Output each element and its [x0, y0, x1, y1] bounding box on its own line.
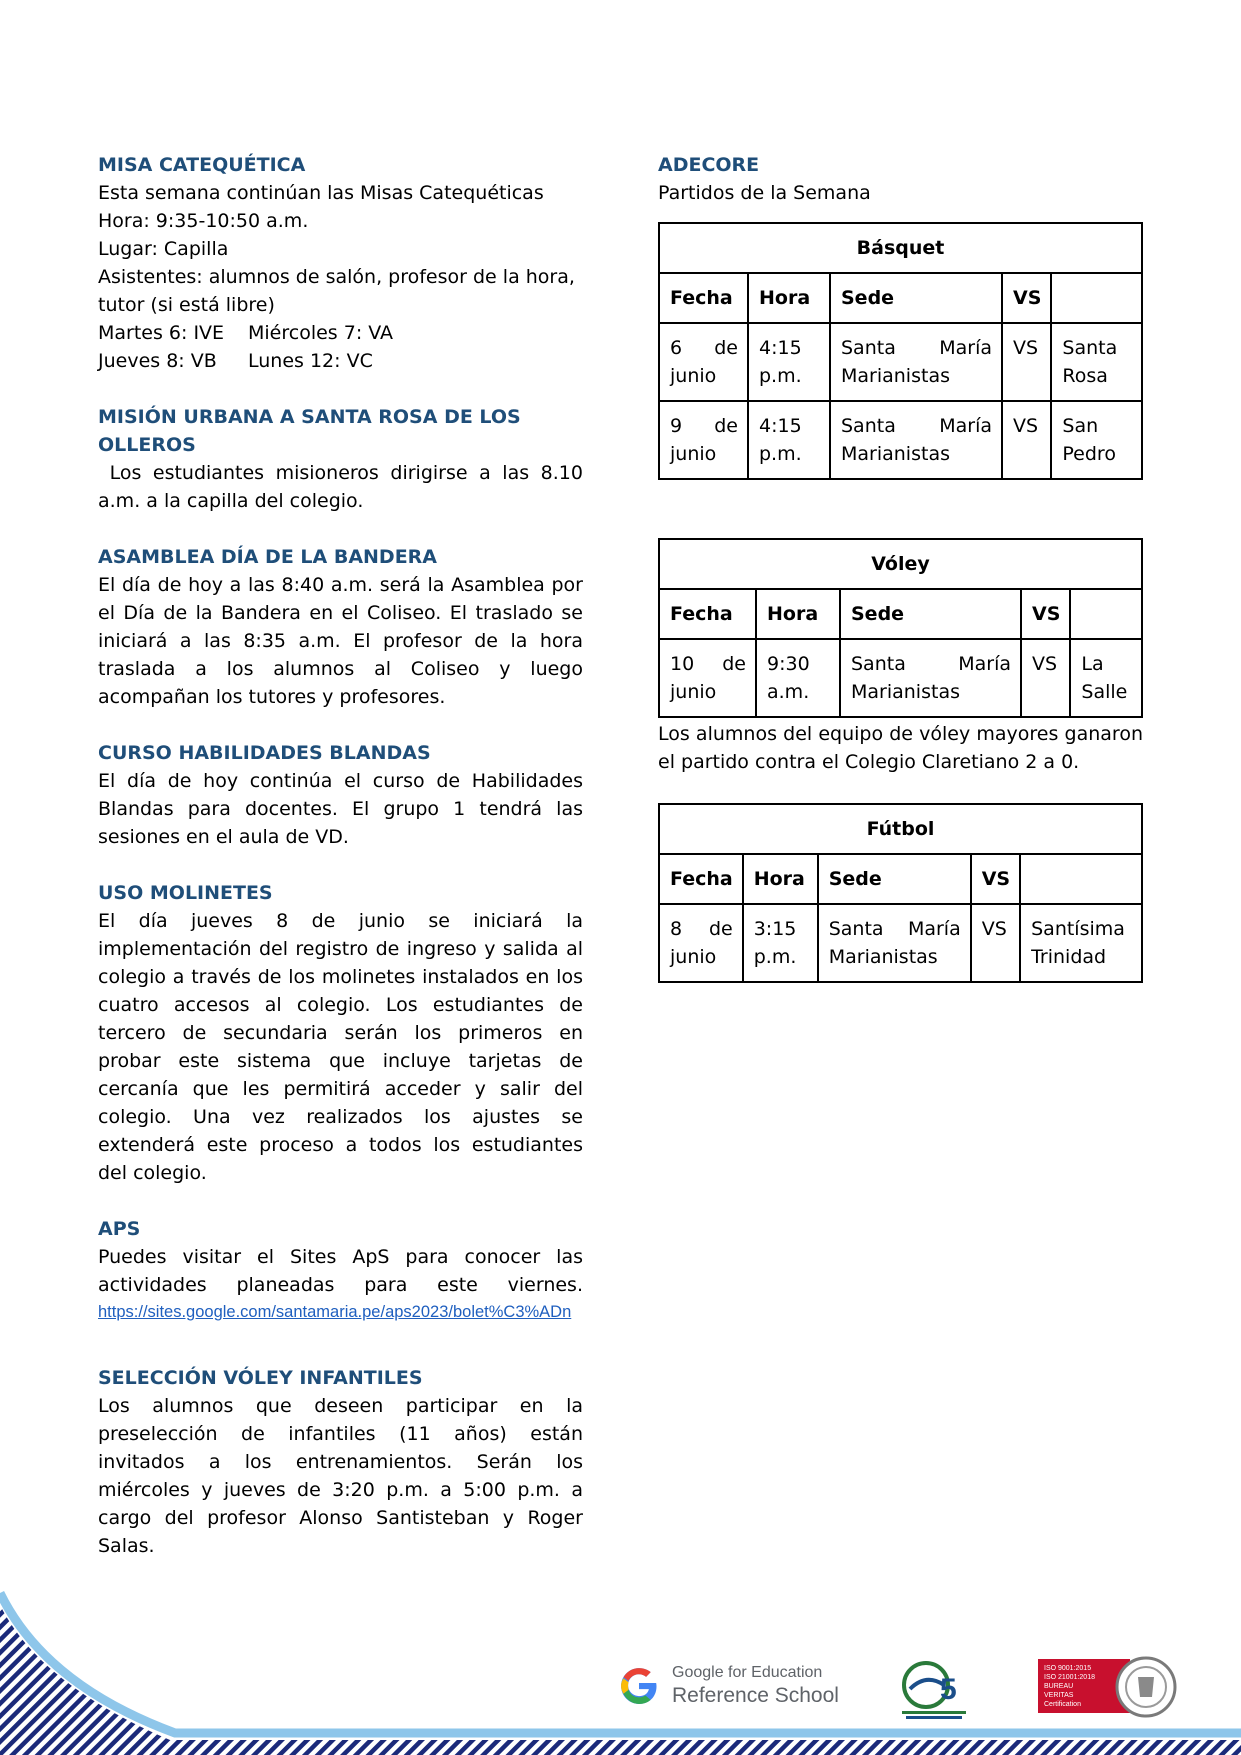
misa-heading: MISA CATEQUÉTICA	[98, 154, 306, 176]
cell-rival: San Pedro	[1051, 401, 1142, 479]
header-fecha: Fecha	[659, 854, 743, 904]
cell-rival: Santa Rosa	[1051, 323, 1142, 401]
cell-sede: Santa María Marianistas	[830, 401, 1002, 479]
misa-schedule-row-2	[98, 347, 583, 375]
section-mision	[98, 403, 590, 515]
section-misa	[98, 151, 583, 375]
header-hora: Hora	[743, 854, 818, 904]
cell-hora: 4:15 p.m.	[748, 323, 830, 401]
cell-vs: VS	[971, 904, 1020, 982]
voley-table	[658, 538, 1143, 718]
section-molinetes	[98, 879, 583, 1187]
misa-line4: Asistentes: alumnos de salón, profesor de la hora, tutor (si está libre)	[98, 266, 575, 316]
aps-text: Puedes visitar el Sites ApS para conocer las actividades planeadas para este viernes.	[98, 1246, 583, 1296]
adecore-heading: ADECORE	[658, 154, 760, 176]
misa-schedule-miercoles: Miércoles 7: VA	[248, 322, 394, 344]
seleccion-voley-heading: SELECCIÓN VÓLEY INFANTILES	[98, 1367, 423, 1389]
mision-text: Los estudiantes misioneros dirigirse a las 8.10 a.m. a la capilla del colegio.	[98, 462, 590, 512]
misa-schedule-martes: Martes 6: IVE	[98, 322, 225, 344]
cell-vs: VS	[1002, 323, 1051, 401]
header-fecha: Fecha	[659, 589, 756, 639]
left-column	[98, 151, 590, 1588]
header-hora: Hora	[756, 589, 840, 639]
curso-heading: CURSO HABILIDADES BLANDAS	[98, 742, 431, 764]
header-sede: Sede	[830, 273, 1002, 323]
bureau-veritas-text: ISO 9001:2015 ISO 21001:2018 BUREAU VERITAS Certification	[1044, 1665, 1095, 1708]
cell-vs: VS	[1002, 401, 1051, 479]
asamblea-text: El día de hoy a las 8:40 a.m. será la Asamblea por el Día de la Bandera en el Coliseo. El traslado se iniciará a las 8:35 a.m. El profesor de la hora traslada a los alumnos al Coliseo y luego acompañan los tutores y profesores.	[98, 574, 583, 708]
basquet-title: Básquet	[659, 223, 1142, 273]
misa-line1: Esta semana continúan las Misas Catequéticas	[98, 182, 544, 204]
misa-schedule-row-1	[98, 319, 583, 347]
pacto-educativo-logo-icon	[896, 1655, 972, 1721]
header-sede: Sede	[818, 854, 971, 904]
google-reference-school-logo	[672, 1663, 839, 1709]
table-row	[659, 323, 1142, 401]
cell-sede: Santa María Marianistas	[840, 639, 1021, 717]
basquet-table	[658, 222, 1143, 480]
asamblea-heading: ASAMBLEA DÍA DE LA BANDERA	[98, 546, 438, 568]
google-logo-line1: Google for Education	[672, 1664, 823, 1681]
cell-sede: Santa María Marianistas	[830, 323, 1002, 401]
header-fecha: Fecha	[659, 273, 748, 323]
cell-fecha: 10 de junio	[659, 639, 756, 717]
voley-note: Los alumnos del equipo de vóley mayores ganaron el partido contra el Colegio Claretiano 2 a 0.	[658, 723, 1143, 773]
misa-line2: Hora: 9:35-10:50 a.m.	[98, 210, 309, 232]
futbol-header-row	[659, 854, 1142, 904]
mision-heading: MISIÓN URBANA A SANTA ROSA DE LOS OLLEROS	[98, 406, 521, 456]
misa-schedule-jueves: Jueves 8: VB	[98, 350, 217, 372]
section-seleccion-voley	[98, 1364, 583, 1560]
cell-hora: 9:30 a.m.	[756, 639, 840, 717]
futbol-title: Fútbol	[659, 804, 1142, 854]
header-sede: Sede	[840, 589, 1021, 639]
cell-vs: VS	[1021, 639, 1070, 717]
cell-fecha: 6 de junio	[659, 323, 748, 401]
adecore-subheading: Partidos de la Semana	[658, 182, 871, 204]
cell-rival: Santísima Trinidad	[1020, 904, 1142, 982]
footer-swoosh-decoration	[0, 1535, 1241, 1755]
basquet-header-row	[659, 273, 1142, 323]
header-rival	[1020, 854, 1142, 904]
voley-title: Vóley	[659, 539, 1142, 589]
bureau-veritas-seal-icon	[1114, 1655, 1178, 1719]
table-row	[659, 401, 1142, 479]
header-vs: VS	[1021, 589, 1070, 639]
header-vs: VS	[971, 854, 1020, 904]
google-g-icon	[618, 1665, 660, 1707]
section-curso	[98, 739, 583, 851]
cell-fecha: 9 de junio	[659, 401, 748, 479]
molinetes-heading: USO MOLINETES	[98, 882, 273, 904]
header-rival	[1051, 273, 1142, 323]
google-logo-line2: Reference School	[672, 1684, 839, 1707]
seleccion-voley-text: Los alumnos que deseen participar en la preselección de infantiles (11 años) están invitados a los entrenamientos. Serán los miércoles y jueves de 3:20 p.m. a 5:00 p.m. a cargo del profesor Alonso Santisteban y Roger Salas.	[98, 1395, 583, 1557]
curso-text: El día de hoy continúa el curso de Habilidades Blandas para docentes. El grupo 1 tendrá las sesiones en el aula de VD.	[98, 770, 583, 848]
right-column	[658, 151, 1143, 983]
cell-fecha: 8 de junio	[659, 904, 743, 982]
cell-sede: Santa María Marianistas	[818, 904, 971, 982]
header-rival	[1070, 589, 1142, 639]
svg-text:5: 5	[940, 1673, 957, 1706]
section-aps	[98, 1215, 583, 1324]
cell-hora: 4:15 p.m.	[748, 401, 830, 479]
misa-line3: Lugar: Capilla	[98, 238, 229, 260]
cell-rival: La Salle	[1070, 639, 1142, 717]
molinetes-text: El día jueves 8 de junio se iniciará la implementación del registro de ingreso y salida al colegio a través de los molinetes instalados en los cuatro accesos al colegio. Los estudiantes de tercero de secundaria serán los primeros en probar este sistema que incluye tarjetas de cercanía que les permitirá acceder y salir del colegio. Una vez realizados los ajustes se extenderá este proceso a todos los estudiantes del colegio.	[98, 910, 583, 1184]
cell-hora: 3:15 p.m.	[743, 904, 818, 982]
voley-header-row	[659, 589, 1142, 639]
aps-link[interactable]: https://sites.google.com/santamaria.pe/aps2023/bolet%C3%ADn	[98, 1303, 572, 1321]
misa-schedule-lunes: Lunes 12: VC	[248, 350, 373, 372]
header-hora: Hora	[748, 273, 830, 323]
footer-logos	[618, 1655, 1198, 1721]
header-vs: VS	[1002, 273, 1051, 323]
table-row	[659, 904, 1142, 982]
table-row	[659, 639, 1142, 717]
aps-heading: APS	[98, 1218, 141, 1240]
section-asamblea	[98, 543, 583, 711]
futbol-table	[658, 803, 1143, 983]
